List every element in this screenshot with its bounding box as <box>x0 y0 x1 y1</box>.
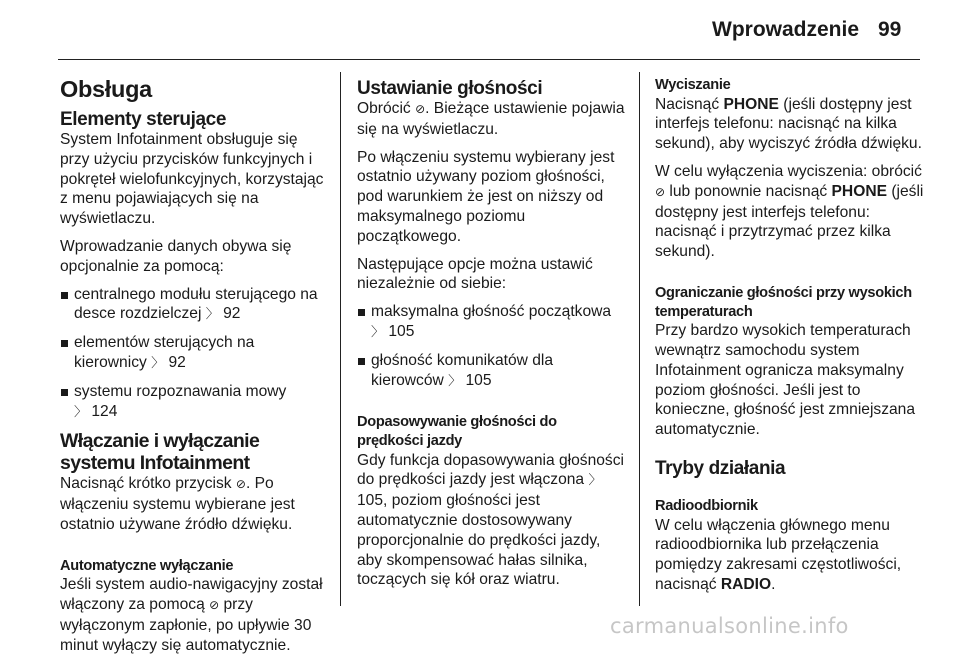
power-knob-icon: ⊘ <box>235 477 246 492</box>
list-item: centralnego modułu sterującego na desce rozdzielczej 〉 92 <box>60 285 326 326</box>
paragraph: Obrócić ⊘. Bieżące ustawienie pojawia się na wyświetlaczu. <box>357 100 625 138</box>
radio-key-label: RADIO <box>720 575 772 593</box>
page-ref-number: 105 <box>357 492 384 510</box>
list-item: maksymalna głośność początkowa 〉 105 <box>357 302 625 343</box>
volume-knob-icon: ⊘ <box>415 102 426 116</box>
page-ref-number: 124 <box>91 402 118 420</box>
page-ref-icon: 〉 <box>205 307 219 323</box>
section-heading-tryby: Tryby działania <box>655 457 786 479</box>
phone-key-label: PHONE <box>831 182 887 200</box>
phone-key-label: PHONE <box>723 95 779 113</box>
paragraph: Wprowadzanie danych obywa się opcjonalnie za pomocą: <box>60 237 292 275</box>
subheading-ograniczanie: Ograniczanie głośności przy wysokich temperaturach <box>655 284 912 320</box>
paragraph: W celu włączenia głównego menu radioodbiornika lub przełączenia pomiędzy zakresami częstotliwości, nacisnąć RADIO. <box>655 516 902 593</box>
page-ref-number: 92 <box>168 353 186 371</box>
paragraph: Gdy funkcja dopasowywania głośności do prędkości jazdy jest włączona 〉 105, poziom głośności jest automatycznie dostosowywany proporcjonalnie do prędkości jazdy, aby skompensować hałas silnika, toczących się kół oraz wiatru. <box>357 451 624 589</box>
bullet-list <box>60 285 326 423</box>
list-item: elementów sterujących na kierownicy 〉 92 <box>60 333 326 374</box>
page-ref-number: 105 <box>465 371 492 389</box>
subheading-elementy: Elementy sterujące <box>60 109 226 130</box>
bullet-list <box>357 302 625 391</box>
subheading-radioodbiornik: Radioodbiornik <box>655 497 758 514</box>
subheading-dopasowywanie: Dopasowywanie głośności do prędkości jazdy <box>357 414 557 449</box>
subheading-automatyczne: Automatyczne wyłączanie <box>60 557 234 574</box>
watermark: carmanualsonline.info <box>610 614 849 638</box>
paragraph: System Infotainment obsługuje się przy użyciu przycisków funkcyjnych i pokręteł wielofunkcyjnych, korzystając z menu pojawiających się na wyświetlaczu. <box>60 131 324 228</box>
paragraph: Następujące opcje można ustawić niezależnie od siebie: <box>357 255 593 293</box>
paragraph: W celu wyłączenia wyciszenia: obrócić ⊘ lub ponownie nacisnąć PHONE (jeśli dostępny jest interfejs telefonu: nacisnąć i przytrzymać przez kilka sekund). <box>655 162 924 261</box>
page-ref-icon: 〉 <box>74 404 88 420</box>
page-ref-number: 105 <box>388 322 415 340</box>
list-item: systemu rozpoznawania mowy 〉 124 <box>60 382 326 423</box>
paragraph: Nacisnąć krótko przycisk ⊘. Po włączeniu systemu wybierane jest ostatnio używane źródło dźwięku. <box>60 475 295 533</box>
subheading-wyciszanie: Wyciszanie <box>655 77 731 93</box>
page-ref-icon: 〉 <box>151 355 165 371</box>
column-3 <box>655 70 925 603</box>
page-header <box>0 0 960 58</box>
page-ref-icon: 〉 <box>588 473 602 489</box>
paragraph: Nacisnąć PHONE (jeśli dostępny jest interfejs telefonu: nacisnąć na kilka sekund), aby wyciszyć źródła dźwięku. <box>655 95 922 153</box>
subheading-wlaczanie: Włączanie i wyłączanie systemu Infotainment <box>60 430 260 475</box>
column-2 <box>357 70 625 598</box>
paragraph: Jeśli system audio-nawigacyjny został włączony za pomocą ⊘ przy wyłączonym zapłonie, po upływie 30 minut wyłączy się automatycznie. <box>60 576 323 654</box>
subheading-ustawianie: Ustawianie głośności <box>357 78 543 99</box>
column-divider-1 <box>340 72 341 606</box>
power-knob-icon: ⊘ <box>655 184 666 199</box>
page-ref-number: 92 <box>223 305 241 323</box>
page-ref-icon: 〉 <box>448 373 462 389</box>
list-item: głośność komunikatów dla kierowców 〉 105 <box>357 351 625 392</box>
paragraph: Przy bardzo wysokich temperaturach wewnątrz samochodu system Infotainment ogranicza maksymalny poziom głośności. Jeśli jest to konieczne, głośność jest zmniejszana automatycznie. <box>655 322 916 439</box>
section-heading-obsluga: Obsługa <box>60 76 152 102</box>
page-number: 99 <box>878 18 902 41</box>
column-1 <box>60 70 326 664</box>
power-knob-icon: ⊘ <box>209 598 220 613</box>
page-ref-icon: 〉 <box>371 324 385 340</box>
header-rule <box>58 59 920 60</box>
paragraph: Po włączeniu systemu wybierany jest ostatnio używany poziom głośności, pod warunkiem że jest on niższy od maksymalnego poziomu początkowego. <box>357 148 615 245</box>
column-divider-2 <box>639 72 640 606</box>
header-title: Wprowadzenie <box>712 18 860 41</box>
